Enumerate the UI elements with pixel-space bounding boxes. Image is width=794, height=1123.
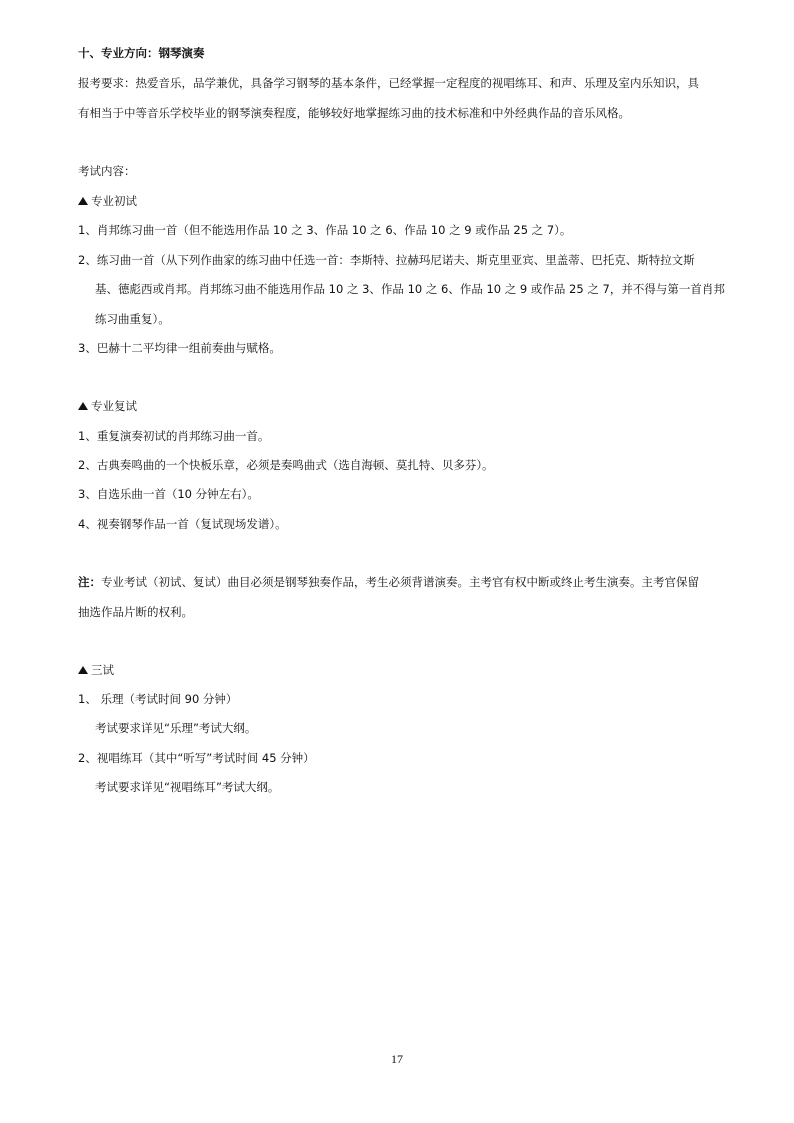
- second-round-item-2: 2、古典奏鸣曲的一个快板乐章，必须是奏鸣曲式（选自海顿、莫扎特、贝多芬）。: [78, 458, 494, 472]
- second-round-item-4: 4、视奏钢琴作品一首（复试现场发谱）。: [78, 517, 287, 531]
- second-round-item-3: 3、自选乐曲一首（10 分钟左右）。: [78, 487, 259, 501]
- preliminary-item-2-line-2: 基、德彪西或肖邦。肖邦练习曲不能选用作品 10 之 3、作品 10 之 6、作品 10 之 9 或作品 25 之 7，并不得与第一首肖邦: [95, 282, 725, 296]
- content-heading: 考试内容：: [78, 164, 136, 178]
- triangle-bullet-icon: [78, 197, 88, 205]
- page-number: 17: [391, 1052, 403, 1066]
- preliminary-item-1: 1、肖邦练习曲一首（但不能选用作品 10 之 3、作品 10 之 6、作品 10 之 9 或作品 25 之 7）。: [78, 223, 572, 237]
- note-line-2: 抽选作品片断的权利。: [78, 605, 193, 619]
- preliminary-heading: [78, 193, 137, 209]
- third-round-item-2-detail: 考试要求详见“视唱练耳”考试大纲。: [95, 780, 280, 794]
- preliminary-heading-label: 专业初试: [91, 194, 137, 208]
- preliminary-item-2-line-1: 2、练习曲一首（从下列作曲家的练习曲中任选一首：李斯特、拉赫玛尼诺夫、斯克里亚宾、里盖蒂、巴托克、斯特拉文斯: [78, 253, 695, 267]
- note-text: 专业考试（初试、复试）曲目必须是钢琴独奏作品，考生必须背谱演奏。主考官有权中断或终止考生演奏。主考官保留: [101, 575, 699, 589]
- third-round-heading-label: 三试: [91, 663, 114, 677]
- third-round-item-2: 2、视唱练耳（其中“听写”考试时间 45 分钟）: [78, 751, 315, 765]
- note-line-1: [78, 574, 699, 590]
- second-round-heading: [78, 398, 137, 414]
- requirements-line-2: 有相当于中等音乐学校毕业的钢琴演奏程度，能够较好地掌握练习曲的技术标准和中外经典作品的音乐风格。: [78, 106, 630, 120]
- third-round-item-1-detail: 考试要求详见“乐理”考试大纲。: [95, 721, 257, 735]
- preliminary-item-2-line-3: 练习曲重复）。: [95, 312, 170, 326]
- second-round-item-1: 1、重复演奏初试的肖邦练习曲一首。: [78, 429, 270, 443]
- third-round-item-1: 1、 乐理（考试时间 90 分钟）: [78, 692, 238, 706]
- requirements-line-1: 报考要求：热爱音乐，品学兼优，具备学习钢琴的基本条件，已经掌握一定程度的视唱练耳、和声、乐理及室内乐知识，具: [78, 76, 699, 90]
- triangle-bullet-icon: [78, 666, 88, 674]
- third-round-heading: [78, 662, 114, 678]
- section-title: 十、专业方向：钢琴演奏: [78, 46, 205, 60]
- second-round-heading-label: 专业复试: [91, 399, 137, 413]
- preliminary-item-3: 3、巴赫十二平均律一组前奏曲与赋格。: [78, 341, 281, 355]
- triangle-bullet-icon: [78, 402, 88, 410]
- note-label: 注：: [78, 575, 101, 589]
